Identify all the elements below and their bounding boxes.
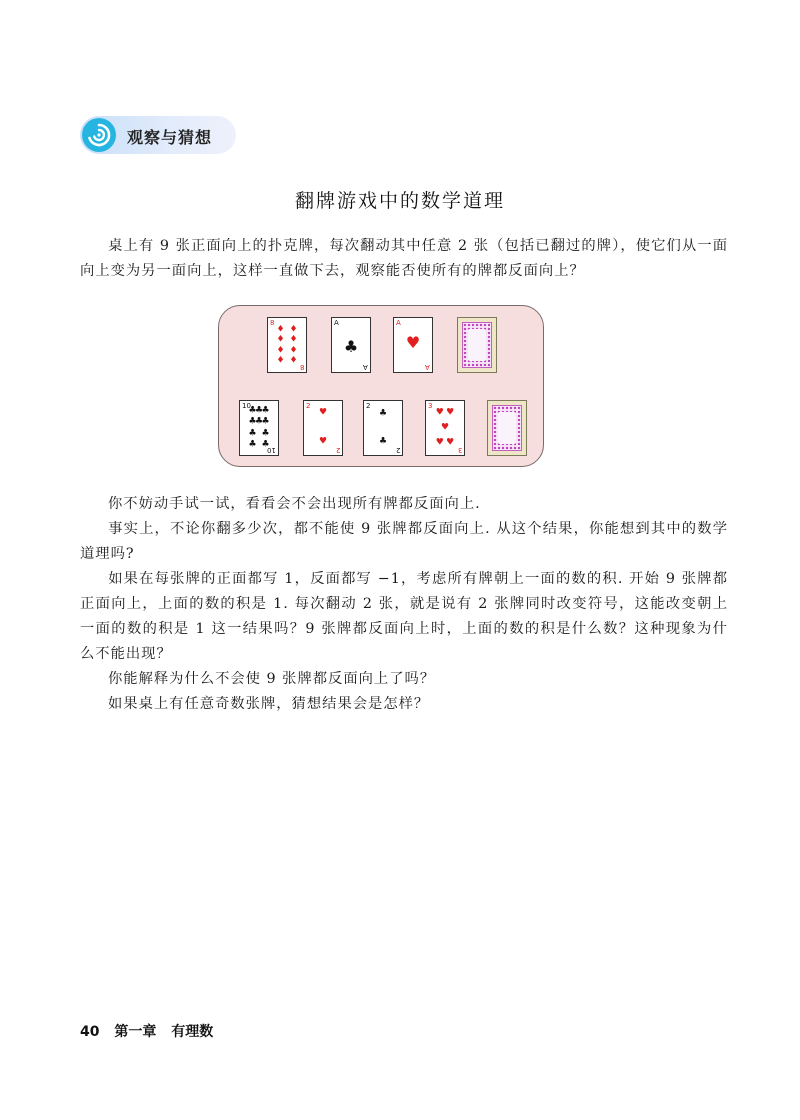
club-icon: ♣ xyxy=(248,428,257,439)
card-figure xyxy=(218,305,544,467)
diamond-icon: ♦ xyxy=(276,324,285,335)
card-rank: 8 xyxy=(270,319,275,327)
paragraph-1 xyxy=(80,492,728,517)
page-number: 40 xyxy=(80,1024,100,1040)
heart-icon: ♥ xyxy=(318,436,328,447)
card-2-clubs xyxy=(363,400,403,456)
club-icon: ♣ xyxy=(261,405,270,416)
card-pips xyxy=(246,405,272,450)
club-icon: ♣ xyxy=(248,439,257,450)
diamond-icon: ♦ xyxy=(276,355,285,366)
card-ace-clubs xyxy=(331,317,371,373)
card-rank: 2 xyxy=(306,402,311,410)
card-back xyxy=(457,317,497,373)
card-rank: 3 xyxy=(457,446,462,454)
card-pips xyxy=(400,325,426,365)
card-rank: A xyxy=(334,319,339,327)
club-icon: ♣ xyxy=(248,416,257,427)
card-rank: 2 xyxy=(395,446,400,454)
club-icon: ♣ xyxy=(254,405,264,416)
paragraph-text: 你能解释为什么不会使 9 张牌都反面向上了吗？ xyxy=(108,671,436,687)
heart-icon: ♥ xyxy=(435,407,444,418)
club-icon: ♣ xyxy=(261,416,270,427)
paragraph-5 xyxy=(80,692,728,717)
paragraph-4 xyxy=(80,667,728,692)
card-rank: A xyxy=(396,319,401,327)
heart-icon: ♥ xyxy=(435,437,444,448)
card-rank: 8 xyxy=(299,363,304,371)
section-header xyxy=(80,116,236,154)
paragraph-2 xyxy=(80,517,728,567)
page-footer xyxy=(80,1021,223,1041)
club-icon: ♣ xyxy=(343,337,359,356)
intro-text: 桌上有 9 张正面向上的扑克牌，每次翻动其中任意 2 张（包括已翻过的牌），使它们从一面向上变为另一面向上，这样一直做下去，观察能否使所有的牌都反面向上？ xyxy=(80,238,728,279)
heart-icon: ♥ xyxy=(318,407,328,418)
card-pips xyxy=(370,408,396,448)
page-title: 翻牌游戏中的数学道理 xyxy=(294,190,505,212)
swirl-icon xyxy=(80,116,118,154)
club-icon: ♣ xyxy=(378,408,388,419)
chapter-label: 第一章 xyxy=(114,1024,157,1040)
diamond-icon: ♦ xyxy=(276,334,285,345)
card-rank: 2 xyxy=(335,446,340,454)
diamond-icon: ♦ xyxy=(289,324,298,335)
heart-icon: ♥ xyxy=(446,437,455,448)
card-pips xyxy=(338,325,364,365)
card-rank: 2 xyxy=(366,402,371,410)
card-back-pattern xyxy=(462,322,492,368)
card-back-pattern xyxy=(492,405,522,451)
card-rank: 3 xyxy=(428,402,433,410)
club-icon: ♣ xyxy=(254,416,264,427)
card-pips xyxy=(432,408,458,448)
card-rank: A xyxy=(425,363,430,371)
diamond-icon: ♦ xyxy=(289,345,298,356)
card-pips xyxy=(274,325,300,365)
paragraph-text: 你不妨动手试一试，看看会不会出现所有牌都反面向上. xyxy=(108,496,481,512)
card-8-diamonds xyxy=(267,317,307,373)
section-label: 观察与猜想 xyxy=(127,128,213,147)
diamond-icon: ♦ xyxy=(289,334,298,345)
paragraph-3 xyxy=(80,567,728,667)
card-ace-hearts xyxy=(393,317,433,373)
chapter-title: 有理数 xyxy=(171,1024,214,1040)
card-rank: A xyxy=(363,363,368,371)
diamond-icon: ♦ xyxy=(276,345,285,356)
heart-icon: ♥ xyxy=(405,333,421,352)
paragraph-text: 如果桌上有任意奇数张牌，猜想结果会是怎样？ xyxy=(108,696,430,712)
club-icon: ♣ xyxy=(261,439,270,450)
card-2-hearts xyxy=(303,400,343,456)
card-10-clubs xyxy=(239,400,279,456)
card-rank: 10 xyxy=(267,446,276,454)
card-3-hearts xyxy=(425,400,465,456)
intro-paragraph xyxy=(80,234,728,284)
club-icon: ♣ xyxy=(378,436,388,447)
paragraph-text: 事实上，不论你翻多少次，都不能使 9 张牌都反面向上. 从这个结果，你能想到其中的数学道理吗? xyxy=(80,521,728,562)
club-icon: ♣ xyxy=(248,405,257,416)
card-rank: 10 xyxy=(242,402,251,410)
heart-icon: ♥ xyxy=(440,422,450,433)
club-icon: ♣ xyxy=(261,428,270,439)
paragraph-text: 如果在每张牌的正面都写 1，反面都写 −1，考虑所有牌朝上一面的数的积. 开始 9 张牌都正面向上，上面的数的积是 1. 每次翻动 2 张，就是说有 2 张牌同时改变符号，这能改变朝上一面的数的积是 1 这一结果吗？9 张牌都反面向上时，上面的数的积是什么数？这种现象为什么不能出现？ xyxy=(80,571,728,662)
card-pips xyxy=(310,408,336,448)
heart-icon: ♥ xyxy=(446,407,455,418)
diamond-icon: ♦ xyxy=(289,355,298,366)
card-back xyxy=(487,400,527,456)
